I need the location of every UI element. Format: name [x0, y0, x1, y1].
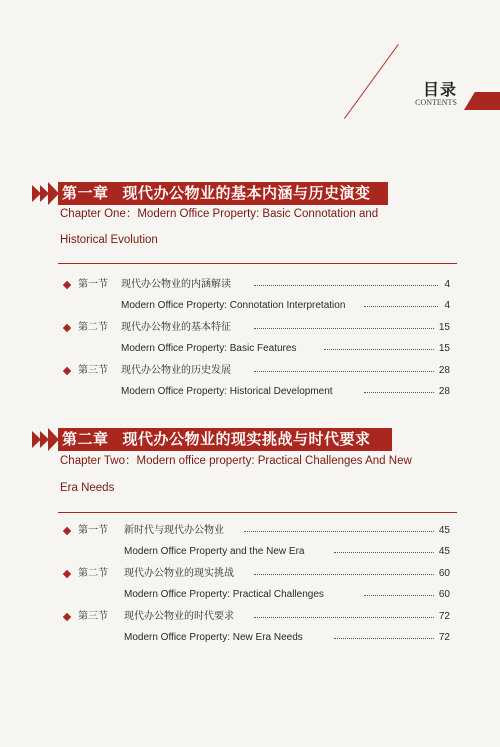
section-title-en: Modern Office Property: Historical Development	[121, 385, 336, 399]
diamond-bullet-icon	[63, 367, 71, 375]
chapter-1-divider	[58, 263, 457, 264]
page-number: 28	[436, 385, 450, 399]
chapter-2-title-cn: 现代办公物业的现实挑战与时代要求	[122, 430, 371, 448]
chapter-1-title-en-line1: Chapter One：Modern Office Property: Basic Connotation and	[60, 208, 379, 220]
page-number: 28	[436, 364, 450, 378]
chapter-2-title-en-line1: Chapter Two：Modern office property: Practical Challenges And New	[60, 455, 412, 467]
toc-entry-en[interactable]	[64, 342, 450, 356]
diamond-bullet-icon	[63, 527, 71, 535]
chapter-2-divider	[58, 512, 457, 513]
toc-entry-en[interactable]	[64, 299, 450, 313]
section-label: 第二节	[78, 568, 108, 579]
section-title-en: Modern Office Property: Connotation Interpretation	[121, 299, 348, 313]
section-title-en: Modern Office Property: New Era Needs	[124, 631, 306, 645]
section-title-cn: 现代办公物业的现实挑战	[124, 567, 237, 581]
section-title-en: Modern Office Property: Practical Challenges	[124, 588, 327, 602]
chapter-1-banner	[58, 182, 388, 205]
section-label: 第二节	[78, 322, 108, 333]
leader-dots	[254, 617, 434, 618]
toc-entry[interactable]	[64, 321, 450, 335]
page-number: 60	[436, 588, 450, 602]
toc-entry-en[interactable]	[64, 385, 450, 399]
page-number: 45	[436, 545, 450, 559]
chapter-1-title-cn: 现代办公物业的基本内涵与历史演变	[122, 184, 371, 202]
chapter-2-title-en-line2: Era Needs	[60, 482, 115, 494]
diamond-bullet-icon	[63, 570, 71, 578]
section-label: 第一节	[78, 279, 108, 290]
toc-entry[interactable]	[64, 567, 450, 581]
section-title-cn: 现代办公物业的基本特征	[121, 321, 234, 335]
leader-dots	[324, 349, 434, 350]
page-number: 72	[436, 631, 450, 645]
section-title-cn: 现代办公物业的内涵解读	[121, 278, 234, 292]
section-label: 第一节	[78, 525, 108, 536]
toc-entry[interactable]	[64, 278, 450, 292]
toc-entry[interactable]	[64, 524, 450, 538]
section-title-cn: 现代办公物业的历史发展	[121, 364, 234, 378]
leader-dots	[244, 531, 434, 532]
diamond-bullet-icon	[63, 281, 71, 289]
page-number: 4	[441, 299, 450, 313]
toc-entry[interactable]	[64, 610, 450, 624]
section-title-cn: 新时代与现代办公物业	[124, 524, 227, 538]
leader-dots	[254, 574, 434, 575]
leader-dots	[364, 392, 434, 393]
leader-dots	[254, 371, 434, 372]
page-number: 72	[436, 610, 450, 624]
page-number: 15	[436, 342, 450, 356]
header-corner-tab	[464, 92, 500, 110]
leader-dots	[364, 595, 434, 596]
toc-entry[interactable]	[64, 364, 450, 378]
leader-dots	[364, 306, 438, 307]
leader-dots	[254, 285, 438, 286]
leader-dots	[334, 638, 434, 639]
chapter-1-title-en-line2: Historical Evolution	[60, 234, 158, 246]
section-title-cn: 现代办公物业的时代要求	[124, 610, 237, 624]
leader-dots	[254, 328, 434, 329]
page-number: 15	[436, 321, 450, 335]
toc-entry-en[interactable]	[64, 545, 450, 559]
section-title-en: Modern Office Property and the New Era	[124, 545, 307, 559]
chapter-1-number: 第一章	[62, 184, 109, 202]
leader-dots	[334, 552, 434, 553]
diamond-bullet-icon	[63, 613, 71, 621]
chapter-2-banner	[58, 428, 392, 451]
section-label: 第三节	[78, 365, 108, 376]
page-number: 60	[436, 567, 450, 581]
header-diagonal-line	[344, 44, 399, 119]
toc-title: 目录	[422, 80, 457, 99]
chapter-2-number: 第二章	[62, 430, 109, 448]
page-number: 45	[436, 524, 450, 538]
page-number: 4	[441, 278, 450, 292]
toc-entry-en[interactable]	[64, 631, 450, 645]
section-label: 第三节	[78, 611, 108, 622]
diamond-bullet-icon	[63, 324, 71, 332]
toc-entry-en[interactable]	[64, 588, 450, 602]
section-title-en: Modern Office Property: Basic Features	[121, 342, 299, 356]
toc-subtitle: CONTENTS	[415, 98, 457, 107]
